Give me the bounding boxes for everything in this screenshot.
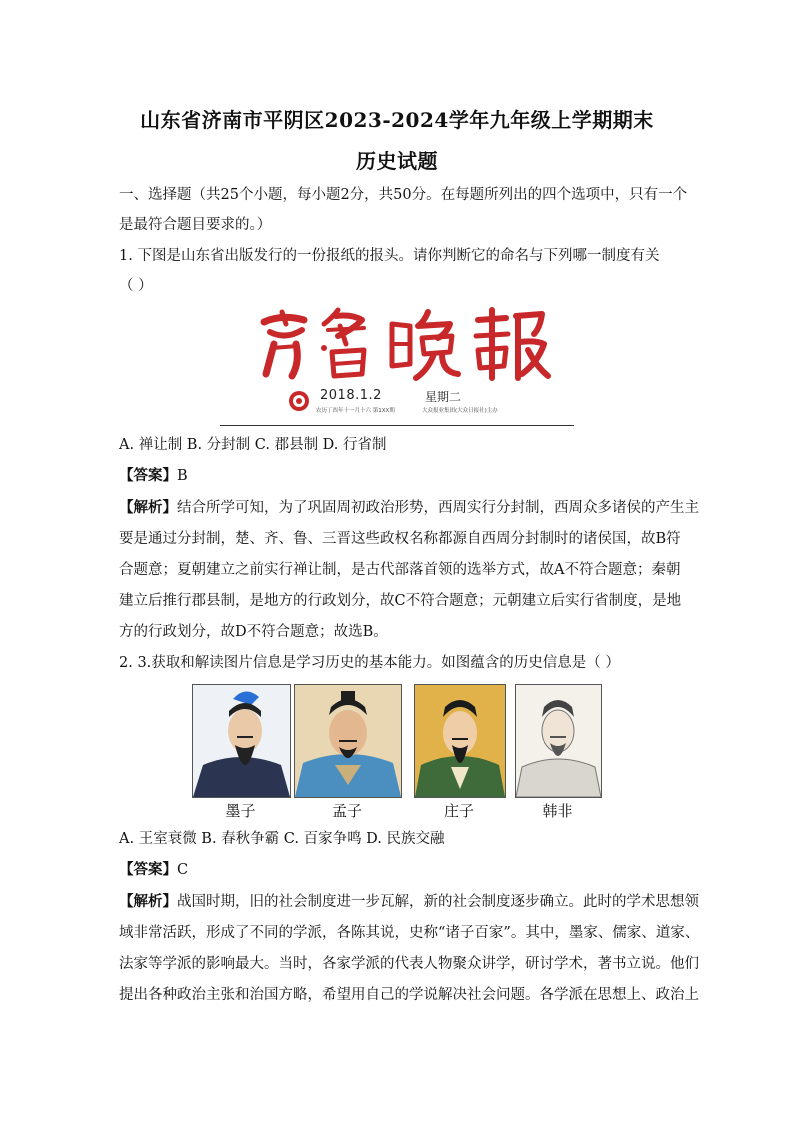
caption-mozi: 墨子 (225, 802, 256, 820)
caption-mengzi: 孟子 (331, 802, 362, 820)
document-title: 山东省济南市平阴区2023-2024学年九年级上学期期末 (140, 108, 654, 132)
q1-analysis-line-3: 合题意；夏朝建立之前实行禅让制，是古代部落首领的选举方式，故A不符合题意；秦朝 (119, 562, 681, 578)
q2-options: A. 王室衰微 B. 春秋争霸 C. 百家争鸣 D. 民族交融 (119, 831, 445, 847)
document-subtitle: 历史试题 (356, 149, 438, 173)
portrait-mozi (192, 684, 291, 798)
q2-answer-tag: 【答案】 (119, 861, 177, 878)
portrait-hanfei (515, 684, 602, 798)
masthead-calligraphy-logo (252, 304, 552, 384)
q2-stem: 2. 3.获取和解读图片信息是学习历史的基本能力。如图蕴含的历史信息是（ ） (119, 655, 620, 671)
masthead-weekday: 星期二 (425, 390, 462, 404)
q1-options: A. 禅让制 B. 分封制 C. 郡县制 D. 行省制 (119, 437, 387, 453)
q1-analysis-tag: 【解析】 (119, 499, 177, 516)
q2-analysis-tag: 【解析】 (119, 893, 177, 910)
q1-stem-line-1: 1. 下图是山东省出版发行的一份报纸的报头。请你判断它的命名与下列哪一制度有关 (119, 248, 660, 264)
q1-analysis-text-1: 结合所学可知，为了巩固周初政治形势，西周实行分封制，西周众多诸侯的产生主 (177, 500, 699, 516)
portrait-mengzi (294, 684, 402, 798)
masthead-date: 2018.1.2 (320, 388, 382, 403)
q2-analysis-line-1 (119, 892, 699, 912)
q1-answer-value: B (177, 468, 188, 484)
q1-analysis-line-1 (119, 498, 699, 518)
q2-answer (119, 860, 689, 880)
section-intro-line-2: 是最符合题目要求的。） (119, 217, 272, 233)
q2-analysis-line-2: 域非常活跃，形成了不同的学派，各陈其说，史称“诸子百家”。其中，墨家、儒家、道家、 (119, 925, 700, 941)
q2-answer-value: C (177, 862, 189, 878)
masthead-small-text-left: 农历丁酉年十一月十六 第1XX期 (316, 408, 395, 414)
q1-analysis-line-2: 要是通过分封制，楚、齐、鲁、三晋这些政权名称都源自西周分封制时的诸侯国，故B符 (119, 531, 681, 547)
portrait-zhuangzi (414, 684, 506, 798)
q1-answer (119, 466, 689, 486)
newspaper-emblem-icon (288, 390, 310, 412)
section-intro-line-1: 一、选择题（共25个小题，每小题2分，共50分。在每题所列出的四个选项中，只有一个 (119, 187, 688, 203)
q2-analysis-text-1: 战国时期，旧的社会制度进一步瓦解，新的社会制度逐步确立。此时的学术思想领 (177, 894, 699, 910)
q2-analysis-line-3: 法家等学派的影响最大。当时，各家学派的代表人物聚众讲学，研讨学术，著书立说。他们 (119, 956, 699, 972)
newspaper-masthead-image (220, 302, 574, 426)
q1-answer-tag: 【答案】 (119, 467, 177, 484)
masthead-small-text-right: 大众报业集团(大众日报社)主办 (422, 408, 498, 414)
caption-zhuangzi: 庄子 (443, 802, 474, 820)
masthead-rule (220, 425, 574, 426)
q1-stem-line-2: （ ） (119, 278, 153, 294)
caption-hanfei: 韩非 (542, 802, 573, 820)
q1-analysis-line-4: 建立后推行郡县制，是地方的行政划分，故C不符合题意；元朝建立后实行省制度，是地 (119, 593, 682, 609)
q2-analysis-line-4: 提出各种政治主张和治国方略，希望用自己的学说解决社会问题。各学派在思想上、政治上 (119, 987, 699, 1003)
q1-analysis-line-5: 方的行政划分，故D不符合题意；故选B。 (119, 624, 388, 640)
